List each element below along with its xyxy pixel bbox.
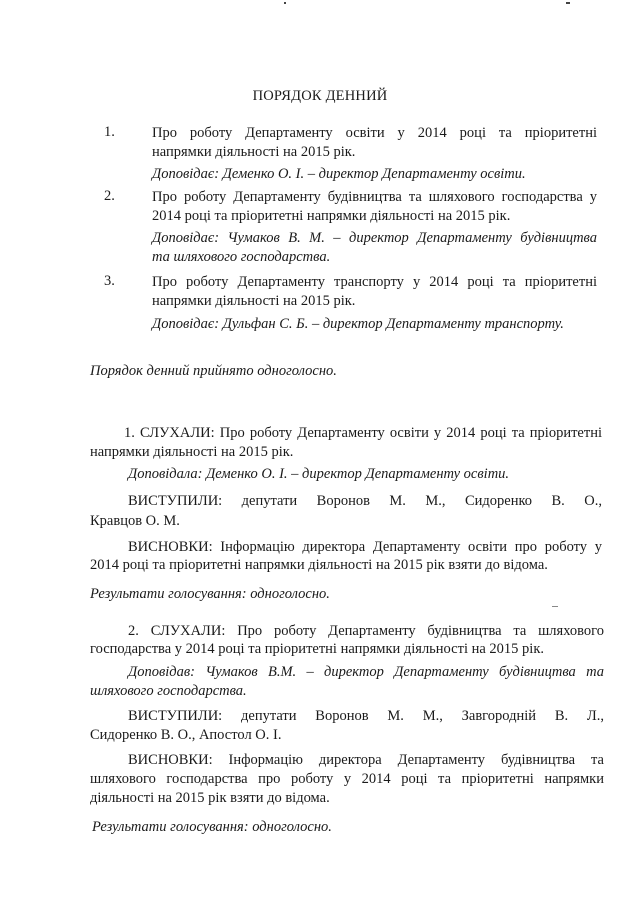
vote-result: Результати голосування: одноголосно.: [92, 819, 332, 835]
scan-speck: [566, 2, 570, 4]
reported-by: шляхового господарства.: [90, 683, 247, 699]
speakers: Сидоренко В. О., Апостол О. І.: [90, 727, 282, 743]
agenda-item-number: 2.: [104, 188, 115, 204]
agenda-item-text: напрямки діяльності на 2015 рік.: [152, 293, 356, 309]
conclusions: 2014 році та пріоритетні напрямки діяльності на 2015 рік взяти до відома.: [90, 557, 548, 573]
speakers: ВИСТУПИЛИ: депутати Воронов М. М., Завгородній В. Л.,: [128, 708, 604, 724]
heard-statement: напрямки діяльності на 2015 рік.: [90, 444, 294, 460]
conclusions: ВИСНОВКИ: Інформацію директора Департаменту освіти про роботу у: [128, 539, 602, 555]
speakers: Кравцов О. М.: [90, 513, 180, 529]
conclusions: ВИСНОВКИ: Інформацію директора Департаменту будівництва та: [128, 752, 604, 768]
agenda-item-speaker: Доповідає: Дульфан С. Б. – директор Департаменту транспорту.: [152, 316, 564, 332]
scan-speck: [552, 606, 558, 607]
heard-statement: 1. СЛУХАЛИ: Про роботу Департаменту освіти у 2014 році та пріоритетні: [124, 425, 602, 441]
heard-statement: господарства у 2014 році та пріоритетні напрямки діяльності на 2015 рік.: [90, 641, 544, 657]
agenda-item-speaker: Доповідає: Чумаков В. М. – директор Департаменту будівництва: [152, 230, 597, 246]
heard-statement: 2. СЛУХАЛИ: Про роботу Департаменту будівництва та шляхового: [128, 623, 604, 639]
reported-by: Доповідав: Чумаков В.М. – директор Департаменту будівництва та: [128, 664, 604, 680]
agenda-item-text: Про роботу Департаменту будівництва та шляхового господарства у: [152, 189, 597, 205]
agenda-item-number: 1.: [104, 124, 115, 140]
agenda-item-speaker: Доповідає: Деменко О. І. – директор Департаменту освіти.: [152, 166, 526, 182]
agenda-title: ПОРЯДОК ДЕННИЙ: [252, 88, 388, 104]
agenda-item-speaker: та шляхового господарства.: [152, 249, 331, 265]
scan-speck: [284, 2, 286, 4]
agenda-adopted: Порядок денний прийнято одноголосно.: [90, 363, 337, 379]
agenda-item-text: Про роботу Департаменту транспорту у 2014 році та пріоритетні: [152, 274, 597, 290]
conclusions: діяльності на 2015 рік взяти до відома.: [90, 790, 330, 806]
agenda-item-text: 2014 році та пріоритетні напрямки діяльності на 2015 рік.: [152, 208, 511, 224]
agenda-item-number: 3.: [104, 273, 115, 289]
speakers: ВИСТУПИЛИ: депутати Воронов М. М., Сидоренко В. О.,: [128, 493, 602, 509]
agenda-item-text: напрямки діяльності на 2015 рік.: [152, 144, 356, 160]
conclusions: шляхового господарства про роботу у 2014 році та пріоритетні напрямки: [90, 771, 604, 787]
reported-by: Доповідала: Деменко О. І. – директор Департаменту освіти.: [128, 466, 510, 482]
agenda-item-text: Про роботу Департаменту освіти у 2014 році та пріоритетні: [152, 125, 597, 141]
vote-result: Результати голосування: одноголосно.: [90, 586, 330, 602]
